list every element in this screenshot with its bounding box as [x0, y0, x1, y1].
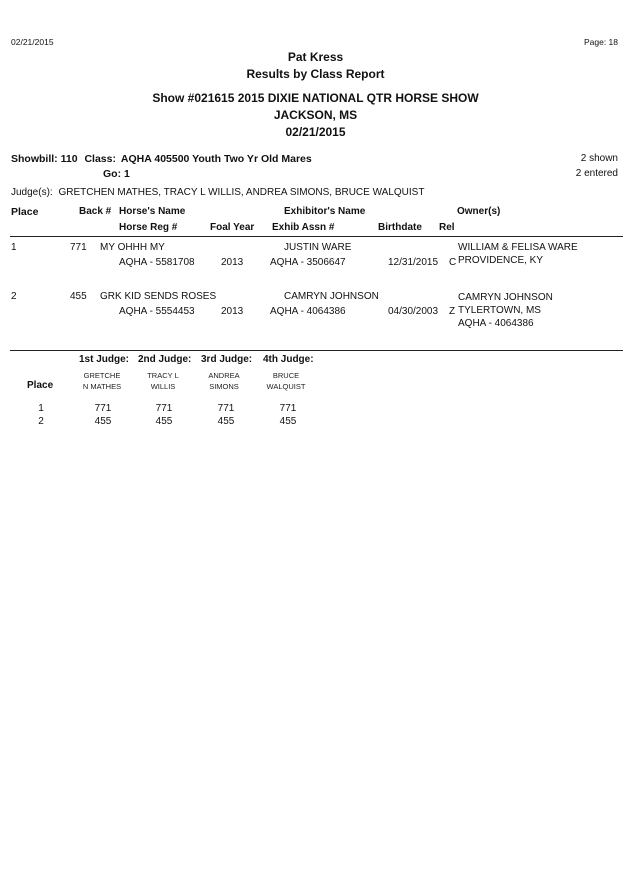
judge-card-place: 1 [38, 403, 44, 414]
col-exhib-assn: Exhib Assn # [272, 222, 335, 233]
judges-line [11, 187, 424, 198]
judge-card-place: 2 [38, 416, 44, 427]
class-name: AQHA 405500 Youth Two Yr Old Mares [120, 153, 312, 165]
col-rel: Rel [439, 222, 455, 233]
entry-rel: C [449, 257, 457, 268]
judge-cards-place-label: Place [27, 380, 54, 391]
entry-horse: GRK KID SENDS ROSES [100, 291, 217, 302]
class-label: Class: [84, 153, 116, 165]
go-number: 1 [124, 168, 130, 180]
entry-horse: MY OHHH MY [100, 242, 165, 253]
entry-place: 2 [11, 291, 17, 302]
report-date: 02/21/2015 [11, 37, 54, 47]
entry-owner-line: WILLIAM & FELISA WARE [458, 242, 578, 253]
page-number: Page: 18 [583, 37, 618, 47]
entry-exhibitor: CAMRYN JOHNSON [284, 291, 379, 302]
judge-card-mark: 771 [217, 403, 235, 414]
entry-exhib-assn: AQHA - 4064386 [270, 306, 346, 317]
entry-horse-reg: AQHA - 5581708 [119, 257, 195, 268]
go-line [103, 168, 130, 180]
entry-owner-line: TYLERTOWN, MS [458, 305, 541, 316]
col-exhibitor: Exhibitor's Name [284, 206, 366, 217]
shown-count: 2 shown [580, 153, 618, 164]
col-birthdate: Birthdate [378, 222, 422, 233]
go-label: Go: [103, 168, 122, 180]
entry-foal-year: 2013 [221, 306, 244, 317]
col-owners: Owner(s) [457, 206, 501, 217]
entry-back: 455 [70, 291, 87, 302]
entry-foal-year: 2013 [221, 257, 244, 268]
header-divider [10, 236, 623, 237]
entry-horse-reg: AQHA - 5554453 [119, 306, 195, 317]
judge-card-mark: 771 [94, 403, 112, 414]
entry-owner-line: CAMRYN JOHNSON [458, 292, 553, 303]
judge-title: 3rd Judge: [201, 354, 253, 365]
entry-birthdate: 04/30/2003 [388, 306, 439, 317]
show-date: 02/21/2015 [285, 125, 346, 139]
entry-back: 771 [70, 242, 87, 253]
judges-list: GRETCHEN MATHES, TRACY L WILLIS, ANDREA SIMONS, BRUCE WALQUIST [58, 187, 425, 198]
judge-name: ANDREA SIMONS [208, 371, 240, 391]
col-horse-name: Horse's Name [119, 206, 186, 217]
entry-rel: Z [449, 306, 456, 317]
judge-title: 2nd Judge: [138, 354, 192, 365]
judge-card-mark: 771 [279, 403, 297, 414]
entered-count: 2 entered [575, 168, 618, 179]
entries-divider [10, 350, 623, 351]
showbill-label: Showbill: [11, 153, 58, 165]
entry-birthdate: 12/31/2015 [388, 257, 439, 268]
judge-card-mark: 455 [94, 416, 112, 427]
judge-title: 1st Judge: [79, 354, 130, 365]
judge-card-mark: 455 [279, 416, 297, 427]
entry-owner-line: AQHA - 4064386 [458, 318, 534, 329]
show-location: JACKSON, MS [273, 108, 358, 122]
entry-owner-line: PROVIDENCE, KY [458, 255, 544, 266]
entry-exhib-assn: AQHA - 3506647 [270, 257, 346, 268]
showbill-number: 110 [60, 153, 78, 165]
judge-name: TRACY L WILLIS [147, 371, 179, 391]
judges-label: Judge(s): [11, 187, 53, 198]
judge-name: BRUCE WALQUIST [266, 371, 306, 391]
col-horse-reg: Horse Reg # [119, 222, 178, 233]
showbill-line [11, 153, 312, 165]
col-foal-year: Foal Year [210, 222, 255, 233]
entry-exhibitor: JUSTIN WARE [284, 242, 352, 253]
judge-title: 4th Judge: [263, 354, 314, 365]
entry-place: 1 [11, 242, 17, 253]
secretary-name: Pat Kress [287, 50, 344, 64]
judge-card-mark: 455 [155, 416, 173, 427]
col-place: Place [11, 206, 39, 218]
report-title: Results by Class Report [246, 67, 385, 81]
judge-card-mark: 455 [217, 416, 235, 427]
judge-name: GRETCHE N MATHES [82, 371, 122, 391]
col-back: Back # [79, 206, 112, 217]
judge-card-mark: 771 [155, 403, 173, 414]
show-title: Show #021615 2015 DIXIE NATIONAL QTR HORSE SHOW [152, 91, 479, 105]
